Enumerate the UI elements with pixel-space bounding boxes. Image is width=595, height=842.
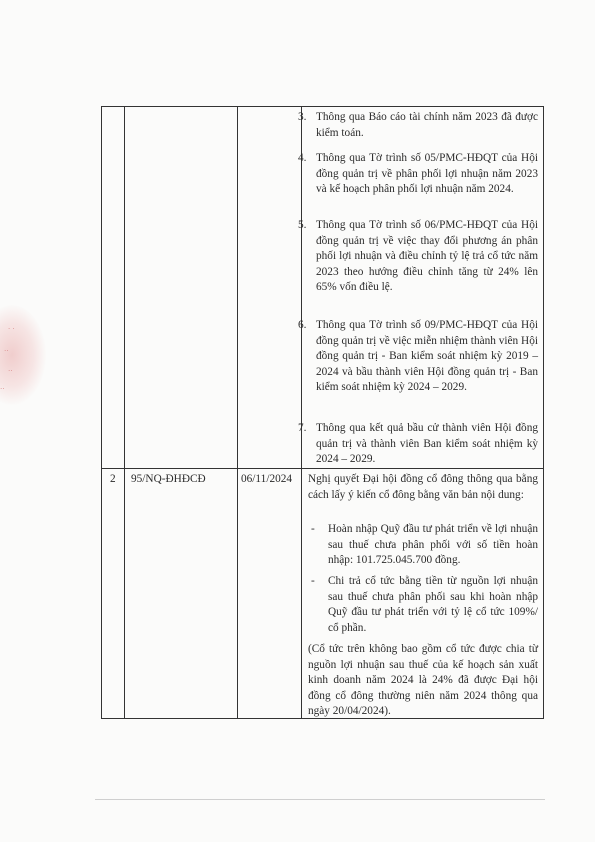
resolution-date: 06/11/2024 [241,473,293,485]
resolution-item: 6. Thông qua Tờ trình số 09/PMC-HĐQT của Hội đồng quản trị về việc miễn nhiệm thành viên Hội đồng quản trị - Ban kiểm soát nhiệm kỳ 2019 – 2024 và bầu thành viên Hội đồng quản trị - Ban kiểm soát nhiệm kỳ 2024 – 2029. [298,319,538,394]
resolution-item: 4. Thông qua Tờ trình số 05/PMC-HĐQT của Hội đồng quản trị về phân phối lợi nhuận năm 2023 và kế hoạch phân phối lợi nhuận năm 2024. [298,152,538,196]
company-seal: · · ‥ ‥ ‥ [0,305,46,405]
resolution-item: 5. Thông qua Tờ trình số 06/PMC-HĐQT của Hội đồng quản trị về việc thay đổi phương án phân phối lợi nhuận và điều chỉnh tỷ lệ trả cổ tức năm 2023 theo hướng điều chỉnh tăng từ 24% lên 65% vốn điều lệ. [298,219,538,294]
row-divider [102,468,543,469]
resolution-note: (Cổ tức trên không bao gồm cổ tức được chia từ nguồn lợi nhuận sau thuế của kế hoạch sản xuất kinh doanh năm 2024 là 24% đã được Đại hội đồng cổ đông thường niên năm 2024 thông qua ngày 20/04/2024). [308,643,538,718]
resolution-intro: Nghị quyết Đại hội đồng cổ đông thông qua bằng cách lấy ý kiến cổ đông bằng văn bản nội dung: [308,473,538,501]
col-divider [124,107,125,718]
col-divider [237,107,238,718]
row-index: 2 [110,473,116,485]
resolution-number: 95/NQ-ĐHĐCĐ [131,473,206,485]
resolution-item: 3. Thông qua Báo cáo tài chính năm 2023 đã được kiểm toán. [298,111,538,139]
resolution-item: 7. Thông qua kết quả bầu cử thành viên Hội đồng quản trị và thành viên Ban kiểm soát nhiệm kỳ 2024 – 2029. [298,422,538,466]
resolutions-table [101,106,544,719]
resolution-bullet: - Chi trả cổ tức bằng tiền từ nguồn lợi nhuận sau thuế chưa phân phối sau khi hoàn nhập Quỹ đầu tư phát triển với tỷ lệ cổ tức 109%/ cổ phần. [311,575,538,634]
col-divider [301,107,302,718]
resolution-bullet: - Hoàn nhập Quỹ đầu tư phát triển về lợi nhuận sau thuế chưa phân phối với số tiền hoàn nhập: 101.725.045.700 đồng. [311,523,538,567]
footer-rule [95,799,545,800]
